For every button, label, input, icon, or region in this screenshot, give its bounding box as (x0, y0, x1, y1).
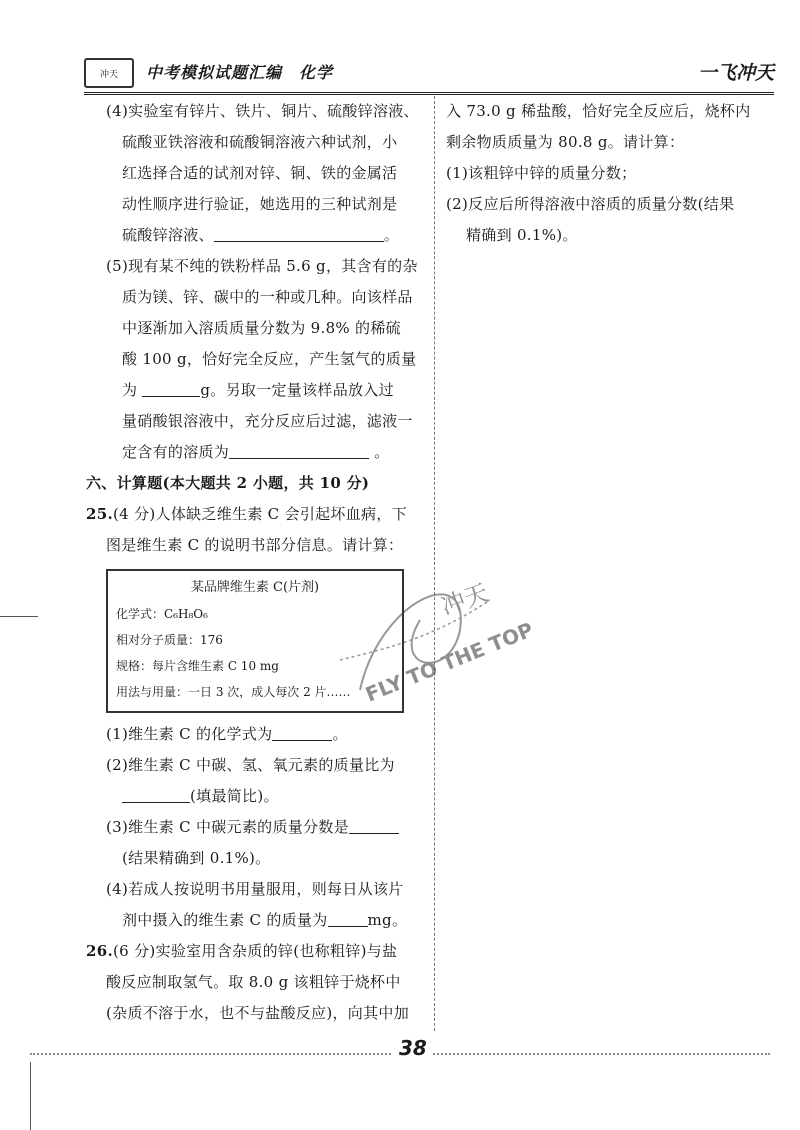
box-spec: 规格：每片含维生素 C 10 mg (116, 659, 279, 673)
section-heading: 六、计算题(本大题共 2 小题，共 10 分) (86, 474, 370, 492)
punctuation: 。 (332, 725, 348, 743)
question-number: 25. (86, 505, 113, 523)
box-formula: 化学式：C₆H₈O₆ (116, 607, 208, 621)
question-text (86, 437, 426, 468)
question-text (86, 781, 426, 812)
question-text: 硫酸亚铁溶液和硫酸铜溶液六种试剂，小 (122, 133, 398, 151)
header-divider (84, 92, 774, 95)
punctuation: 。 (383, 226, 400, 244)
question-text: 为 (122, 381, 138, 399)
watermark-en: FLY TO THE TOP (362, 617, 537, 707)
question-text: (4 分)人体缺乏维生素 C 会引起坏血病，下 (113, 505, 407, 523)
right-column (446, 96, 786, 251)
question-text: g。另取一定量该样品放入过 (200, 381, 394, 399)
page-edge-line (30, 1062, 31, 1130)
question-text: (5)现有某不纯的铁粉样品 5.6 g，其含有的杂 (106, 257, 418, 275)
question-text: (6 分)实验室用含杂质的锌(也称粗锌)与盐 (113, 942, 398, 960)
answer-blank[interactable] (122, 786, 190, 803)
question-text: 酸反应制取氢气。取 8.0 g 该粗锌于烧杯中 (106, 973, 401, 991)
answer-blank[interactable] (214, 225, 384, 242)
box-title: 某品牌维生素 C(片剂) (190, 580, 320, 595)
question-text: (4)实验室有锌片、铁片、铜片、硫酸锌溶液、 (106, 102, 419, 120)
answer-blank[interactable] (142, 380, 200, 397)
answer-blank[interactable] (229, 442, 369, 459)
question-text: 剂中摄入的维生素 C 的质量为 (122, 911, 328, 929)
question-text: (2)维生素 C 中碳、氢、氧元素的质量比为 (106, 756, 395, 774)
question-text (86, 220, 426, 251)
question-text: (1)维生素 C 的化学式为 (106, 725, 273, 743)
box-molecular-mass: 相对分子质量：176 (116, 633, 223, 647)
question-text: 入 73.0 g 稀盐酸，恰好完全反应后，烧杯内 (446, 102, 751, 120)
question-text: (4)若成人按说明书用量服用，则每日从该片 (106, 880, 404, 898)
question-text: 剩余物质质量为 80.8 g。请计算： (446, 133, 685, 151)
binding-mark (0, 616, 38, 617)
question-text (86, 375, 426, 406)
fly-to-the-top-watermark (320, 540, 570, 740)
page-header (84, 56, 774, 92)
box-usage: 用法与用量：一日 3 次，成人每次 2 片…… (116, 685, 351, 699)
question-text: 中逐渐加入溶质质量分数为 9.8% 的稀硫 (122, 319, 401, 337)
question-text: 红选择合适的试剂对锌、铜、铁的金属活 (122, 164, 398, 182)
question-text: (杂质不溶于水，也不与盐酸反应)，向其中加 (106, 1004, 410, 1022)
question-text: 量硝酸银溶液中，充分反应后过滤，滤液一 (122, 412, 413, 430)
book-title: 中考模拟试题汇编 化学 (146, 63, 334, 82)
page-number: 38 (393, 1036, 433, 1060)
question-text: 定含有的溶质为 (122, 443, 230, 461)
question-text: 精确到 0.1%)。 (466, 226, 578, 244)
watermark-cn: 冲天 (437, 578, 493, 622)
question-number: 26. (86, 942, 113, 960)
question-text: (填最简比)。 (190, 787, 279, 805)
brand-name: 一飞冲天 (697, 62, 774, 84)
question-text: 酸 100 g，恰好完全反应，产生氢气的质量 (122, 350, 417, 368)
question-text: (3)维生素 C 中碳元素的质量分数是 (106, 818, 349, 836)
question-25 (86, 499, 426, 530)
answer-blank[interactable] (328, 910, 368, 927)
question-26 (86, 936, 426, 967)
book-logo-icon (84, 58, 134, 88)
question-text (86, 812, 426, 843)
question-text: (1)该粗锌中锌的质量分数； (446, 164, 637, 182)
question-text: 动性顺序进行验证，她选用的三种试剂是 (122, 195, 398, 213)
question-text: (2)反应后所得溶液中溶质的质量分数(结果 (446, 195, 735, 213)
logo-text: 冲天 (99, 69, 118, 80)
answer-blank[interactable] (349, 817, 399, 834)
question-text: 质为镁、锌、碳中的一种或几种。向该样品 (122, 288, 413, 306)
question-text: mg。 (367, 911, 408, 929)
question-text (86, 905, 426, 936)
punctuation: 。 (374, 443, 390, 461)
question-text: 硫酸锌溶液、 (122, 226, 214, 244)
question-text: (结果精确到 0.1%)。 (122, 849, 271, 867)
question-text: 图是维生素 C 的说明书部分信息。请计算： (106, 536, 404, 554)
